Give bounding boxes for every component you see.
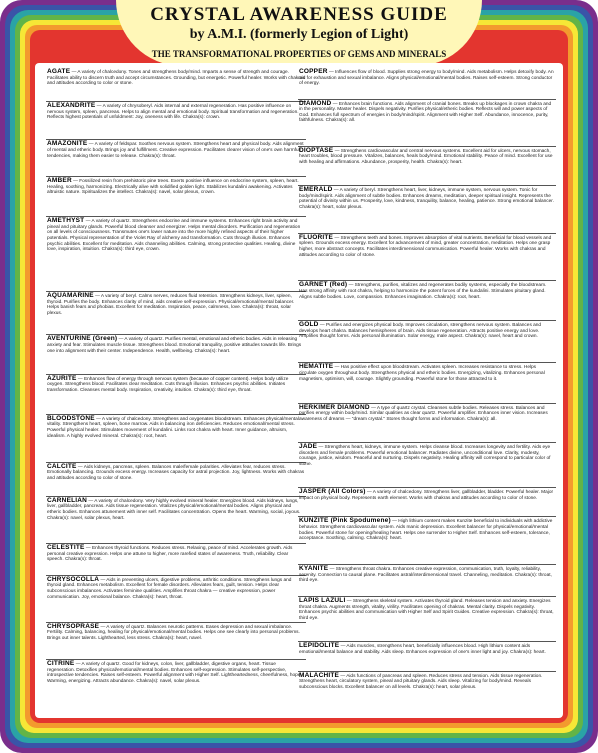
entry-description: — Aids muscles, strengthens heart, beneficially influences blood. High lithium content aids emotional/mental balance and stability. Aids sleep. Enhances expression of one's inner light and joy. Chakra(s): heart. <box>299 644 546 655</box>
entry-description: — Purifies and energizes physical body. Improves circulation, strengthens nervous system. Balances and develops heart chakra. Balances hemispheres of brain. Aids tissue regeneration. Attracts positive energy and love. Amplifies thought forms. Aids personal illumination. Solar energy, male aspect. Chakra(s): navel, heart and crown. <box>299 323 542 340</box>
entry-description: — A variety of chalcedony. Strengthens liver, gallbladder, bladder. Powerful healer. Major impact on physical body. Represents earth element. Works with chakras and attitudes according to color of stone. <box>299 490 554 501</box>
entry-name: AMBER <box>47 177 72 185</box>
page-title: CRYSTAL AWARENESS GUIDE <box>150 4 448 25</box>
entry-chrysocolla <box>46 576 306 623</box>
entry-jasper-all-colors <box>298 488 556 517</box>
entry-lepidolite <box>298 642 556 671</box>
entry-name: AQUAMARINE <box>47 292 94 300</box>
entry-description: — A variety of beryl. Calms nerves, reduces fluid retention. Strengthens kidneys, liver, spleen, thyroid. Purifies the body. Enhances clarity of mind, aids creative self-expression. Physical/emotional/mental balancer. Helps banish fears and phobias. Excellent for meditation. Inspiration, peace, calmness, love. Chakra(s): throat, solar plexus. <box>47 294 295 316</box>
entry-description: — Enhances thyroid functions. Reduces stress. Relaxing, peace of mind. Accelerates growth. Aids personal creative expression. Helps one attune to higher, more rarefied states of awareness. Truth, reliability. Clear speech. Chakra(s): throat. <box>47 545 293 563</box>
entry-name: FLUORITE <box>299 233 334 241</box>
entry-alexandrite <box>46 102 306 140</box>
entry-name: HEMATITE <box>299 363 334 371</box>
entry-name: CHRYSOPRASE <box>47 622 100 630</box>
entry-description: — A variety of chalcedony. Very highly evolved mineral healer. Energizes blood. Aids kidneys, lungs, liver, gallbladder, pancreas. Aids tissue regeneration. Vitalizes physical/emotional/mental bodies. Aligns physical and etheric bodies. Enhances attunement with inner self. Facilitates concentration. Opens the heart. Warming, social, joyous. Chakra(s): navel, solar plexus, heart. <box>47 498 301 521</box>
entry-description: — Influences flow of blood. Supplies strong energy to body/mind. Aids metabolism. Helps detoxify body. An aid for exhaustion and sexual imbalance. Aligns physical/emotional/mental bodies. Raises self-esteem. Strong conductor of energy. <box>299 70 554 87</box>
entry-name: ALEXANDRITE <box>47 102 96 110</box>
entry-name: LAPIS LAZULI <box>299 597 346 605</box>
entry-description: — A variety of feldspar. Soothes nervous system. Strengthens heart and physical body. Aids alignment of mental and etheric body. Brings joy and fulfillment. Creative expression. Facilitates clearer vision of one's own harmful tendencies, making them easier to release. Chakra(s): throat. <box>47 142 304 159</box>
entry-name: AVENTURINE (Green) <box>47 335 118 343</box>
entry-amber <box>46 177 306 217</box>
entry-name: HERKIMER DIAMOND <box>299 403 370 411</box>
entry-name: GOLD <box>299 321 319 329</box>
entry-name: AZURITE <box>47 374 77 382</box>
entry-malachite <box>298 672 556 711</box>
entry-jade <box>298 443 556 488</box>
entry-description: — A variety of quartz. Balances neurotic patterns. Eases depression and sexual imbalance. Fertility. Calming, balancing, healing for physical/emotional/mental bodies. Helps one see clearly into personal problems. Brings out inner talents. Lighthearted, less stress. Chakra(s): heart, navel. <box>47 624 300 641</box>
entry-emerald <box>298 186 556 234</box>
entry-description: — A variety of quartz. Good for kidneys, colon, liver, gallbladder, digestive organs, heart. Tissue regeneration. Detoxifies physical/emotional/mental bodies. Enhances self-expression. Stimulates self-perspective, introspective tendencies. Raises self-esteem. Powerful alignment with Higher Self. Lightheartedness, cheerfulness, hope. Warming, energizing. Attracts abundance. Chakra(s): navel, solar plexus. <box>47 662 302 684</box>
entry-fluorite <box>298 234 556 282</box>
entry-name: DIAMOND <box>299 99 332 107</box>
entry-description: — Strengthens heart, kidneys, immune system. Helps cleanse blood. Increases longevity and fertility. Aids eye disorders and female problems. Powerful emotional balancer. Radiates divine, unconditional love. Clarity, modesty, courage, justice, wisdom. Peaceful and nurturing. Dispels negativity. Healing affinity will correspond to particular color of stone. <box>299 445 551 467</box>
entry-name: AMAZONITE <box>47 140 88 148</box>
entry-chrysoprase <box>46 623 306 660</box>
entry-description: — Strengthens, purifies, vitalizes and regenerates bodily systems, especially the bloodstream. Has strong affinity with root chakra, helping to harmonize the potent forces of the kundalini. Stimulates pituitary gland. Aligns subtle bodies. Love, compassion. Enhances imagination. Chakra(s): root, heart. <box>299 283 547 300</box>
entry-description: — A variety of chrysoberyl. Aids internal and external regeneration. Has positive influence on nervous system, spleen, pancreas. Helps to align mental and emotional body. Spiritual transformation and regeneration. Reflects highest potentials of unfoldment: Joy, oneness with life. Chakra(s): crown. <box>47 104 299 121</box>
entry-description: — Strengthens skeletal system. Activates thyroid gland. Releases tension and anxiety. Energizes throat chakra. Augments strength, vitality, virility. Facilitates opening of chakras. Mental clarity. Dispels negativity. Enhances psychic abilities and communication with Higher Self and Spirit Guides. Creative expression. Chakra(s): throat, third eye. <box>299 599 554 622</box>
entry-aventurine-green <box>46 335 306 374</box>
entry-description: — A variety of quartz. Purifies mental, emotional and etheric bodies. Aids in releasing anxiety and fear. Stimulates muscle tissue. Strengthens blood. Emotional tranquility, positive attitudes towards life. Brings one into alignment with their center. Independence. Health, wellbeing. Chakra(s): heart. <box>47 337 302 354</box>
right-column <box>298 68 556 710</box>
entry-description: — A variety of quartz. Strengthens endocrine and immune systems. Enhances right brain activity and pineal and pituitary glands. Powerful blood cleanser and energizer. Helps mental disorders. Purification and regeneration on all levels of consciousness. Transmutes one's lower nature into the more highly refined aspects of their higher potentials. Physical representation of the Violet Ray of alchemy and transformation. Cuts through illusion. Enhances psychic abilities. Excellent for meditation. Aids channeling abilities. Calming, strong protective qualities. Healing, divine love, inspiration, intuition. Chakra(s): third eye, crown. <box>47 219 301 253</box>
entry-bloodstone <box>46 415 306 463</box>
entry-name: CALCITE <box>47 462 77 470</box>
entry-name: DIOPTASE <box>299 146 334 154</box>
page-header <box>0 4 598 61</box>
entry-kunzite-pink-spodumene <box>298 517 556 565</box>
entry-diamond <box>298 100 556 147</box>
entry-name: COPPER <box>299 68 328 75</box>
entry-citrine <box>46 660 306 710</box>
entry-description: — A variety of chalcedony. Strengthens and oxygenates bloodstream. Enhances physical/mental vitality. Strengthens heart, spleen, bone marrow. Aids in balancing iron deficiencies. Reduces emotional/mental stress. Powerful physical healer. Stimulates movement of kundalini. Links root chakra with heart. Inner guidance, altruism, idealism. A highly evolved mineral. Chakra(s): root, heart. <box>47 416 299 439</box>
entry-name: CHRYSOCOLLA <box>47 575 100 583</box>
entry-description: — Enhances brain functions. Aids alignment of cranial bones. Breaks up blockages in crown chakra and in the personality. Master healer. Dispels negativity. Purifies physical/etheric bodies. Reflects will and power aspects of God. Enhances full spectrum of energies in body/mind/spirit. Alignment with Higher Self. Abundance, innocence, purity, faithfulness. Chakra(s): all. <box>299 101 552 124</box>
page-subtitle: THE TRANSFORMATIONAL PROPERTIES OF GEMS AND MINERALS <box>151 49 447 59</box>
entry-name: CARNELIAN <box>47 496 88 504</box>
entry-calcite <box>46 463 306 497</box>
entry-description: — A variety of chalcedony. Tones and strengthens body/mind. Imparts a sense of strength and courage. Facilitates ability to discern truth and accept circumstances. Grounding, but energetic. Powerful healer. Works with chakras and attitudes according to color or stone. <box>47 70 305 87</box>
entry-name: JADE <box>299 443 318 451</box>
byline: by A.M.I. (formerly Legion of Light) <box>189 27 409 42</box>
entry-name: CELESTITE <box>47 543 85 551</box>
entry-description: — Strengthens cardiovascular and central nervous systems. Excellent aid for ulcers, nervous stomach, heart troubles, blood pressure. Vitalizes, balances, heals body/mind. Emotional stability. Peace of mind. Excellent for use with healing and affirmations. Abundance, prosperity, health. Chakra(s): heart. <box>299 148 553 165</box>
entry-agate <box>46 68 306 102</box>
entry-name: AMETHYST <box>47 217 85 225</box>
entry-azurite <box>46 375 306 415</box>
entry-amethyst <box>46 217 306 292</box>
entry-description: — Aids in preventing ulcers, digestive problems, arthritic conditions. Strengthens lungs and thyroid gland. Enhances metabolism. Excellent for female disorders. Alleviates fears, guilt, tension. Helps clear subconscious imbalances. Activates feminine qualities. Amplifies throat chakra — creative expression, power communication. Joy, emotional balance. Chakra(s): heart, throat. <box>47 577 292 600</box>
entry-name: JASPER (All Colors) <box>299 488 366 496</box>
entry-name: KYANITE <box>299 565 329 573</box>
entry-description: — Enhances flow of energy through nervous system (because of copper content). Helps body utilize oxygen. Strengthens blood. Facilitates clear meditation. Cuts through illusion. Enhances psychic abilities. Initiates transformation. Cleanses mental body. Inspiration, creativity, intuition. Chakra(s): third eye, throat. <box>47 376 289 393</box>
entry-celestite <box>46 544 306 576</box>
entry-garnet-red <box>298 281 556 321</box>
entry-description: — Strengthens throat chakra. Enhances creative expression, communication, truth, loyalty, reliability, serenity. Connection to causal plane. Facilitates astral/interdimensional travel. Channeling, meditation. Chakra(s): throat, third eye. <box>299 567 552 584</box>
entry-carnelian <box>46 497 306 544</box>
entry-amazonite <box>46 140 306 177</box>
entry-name: MALACHITE <box>299 671 340 679</box>
entry-name: LEPIDOLITE <box>299 642 340 650</box>
entry-copper <box>298 68 556 100</box>
entry-description: — Has positive effect upon bloodstream. Activates spleen. Increases resistance to stress. Helps circulate oxygen throughout body. Strengthens physical and etheric bodies. Energizing, vitalizing. Enhances personal magnetism, optimism, will, courage. Slightly grounding. Powerful stone for those attracted to it. <box>299 365 545 382</box>
entry-description: — Aids functions of pancreas and spleen. Reduces stress and tension. Aids tissue regeneration. Strengthens heart, circulatory system, pineal and pituitary glands. Aids sleep. Vitalizing for body/mind. Reveals subconscious blocks. Excellent balancer on all levels. Chakra(s): heart, solar plexus. <box>299 673 543 690</box>
entry-dioptase <box>298 147 556 187</box>
entry-description: — Strengthens teeth and bones. Improves absorption of vital nutrients. Beneficial for blood vessels and spleen. Grounds excess energy. Excellent for advancement of mind, greater concentration, meditation. Helps one grasp higher, more abstract concepts. Facilitates interdimensional communication. Powerful healer. Works with chakras and attitudes according to color of stone. <box>299 235 552 258</box>
entry-name: CITRINE <box>47 660 75 668</box>
entry-kyanite <box>298 565 556 597</box>
entry-description: — Aids kidneys, pancreas, spleen. Balances male/female polarities. Alleviates fear, reduces stress. Emotionally balancing. Grounds excess energy. Increases capacity for astral projection. Joy, lightness. Works with chakras and attitudes according to color of stone. <box>47 464 305 481</box>
entry-aquamarine <box>46 292 306 335</box>
entry-herkimer-diamond <box>298 404 556 444</box>
left-column <box>46 68 306 710</box>
entry-name: AGATE <box>47 68 71 75</box>
entry-description: — Fossilized resin from prehistoric pine trees. Exerts positive influence on endocrine system, spleen, heart. Healing, soothing, harmonizing. Electrically alive with solidified golden light. Stabilizes kundalini awakening. Activates altruistic nature. Spiritualizes the intellect. Chakra(s): navel, solar plexus, crown. <box>47 179 299 196</box>
entry-description: — A type of quartz crystal. Cleanses subtle bodies. Releases stress. Balances and purifies energy within body/mind. Similar qualities as clear quartz. Powerful amplifier. Enhances inner vision. Increases awareness of dreams — "dream crystal." Stores thought forms and information. Chakra(s): all. <box>299 405 548 422</box>
entry-gold <box>298 321 556 363</box>
entry-description: — A variety of beryl. Strengthens heart, liver, kidneys, immune system, nervous system. Tonic for body/mind/spirit. Aids alignment of subtle bodies. Enhances dreams, meditation, deeper spiritual insight. Represents the potential of divinity within us. Prosperity, love, kindness, tranquility, balance, healing, patience. Strong emotional balancer. Chakra(s): heart, solar plexus. <box>299 188 554 210</box>
entry-hematite <box>298 363 556 403</box>
entry-lapis-lazuli <box>298 597 556 642</box>
entry-name: EMERALD <box>299 186 333 194</box>
entry-name: KUNZITE (Pink Spodumene) <box>299 517 391 525</box>
entry-description: — High lithium content makes Kunzite beneficial to individuals with addictive behavior. Strengthens cardiovascular system. Aids manic depression. Excellent balancer for physical/emotional/mental bodies. Powerful stone for opening/healing heart. Helps one surrender to Higher Self. Enhances self-esteem, tolerance, acceptance. Soothing, calming. Chakra(s): heart. <box>299 519 553 542</box>
entry-name: GARNET (Red) <box>299 281 348 289</box>
entry-name: BLOODSTONE <box>47 414 95 422</box>
